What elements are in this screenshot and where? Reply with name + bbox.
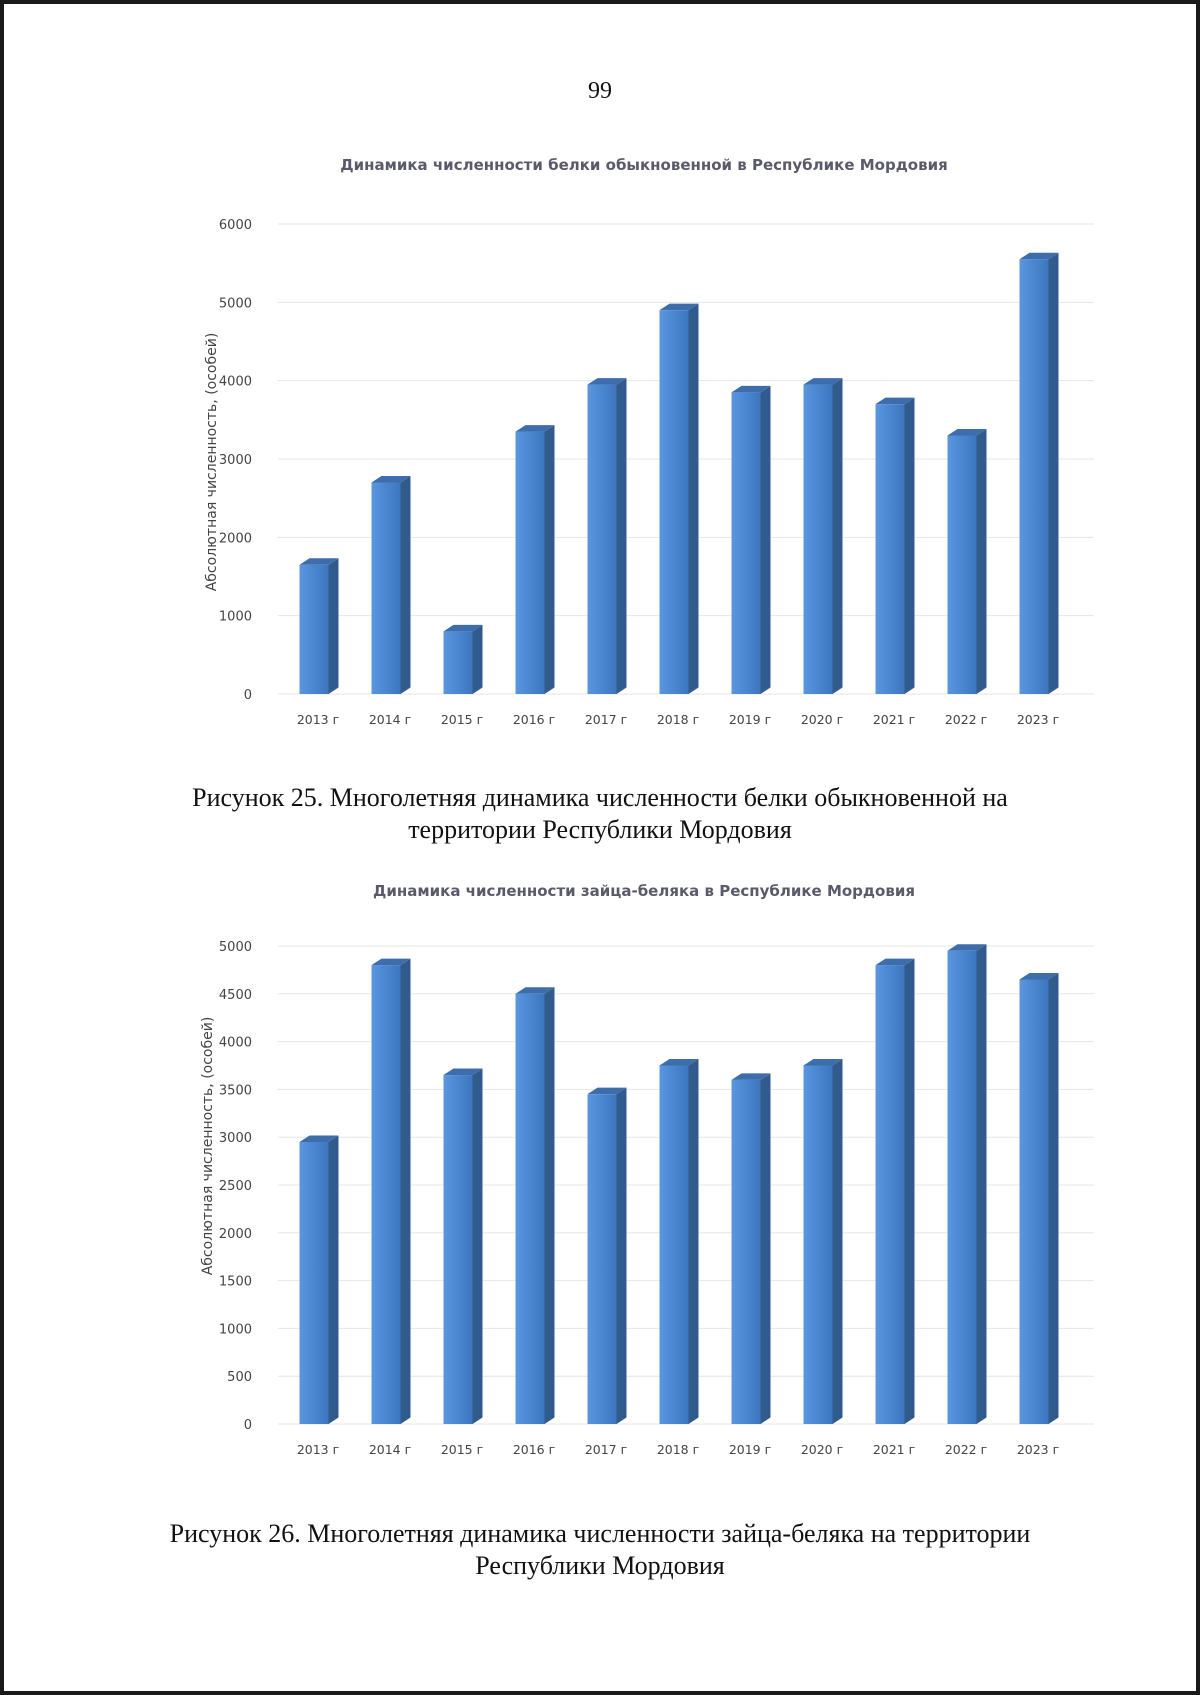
y-tick-label: 2000 (218, 1226, 252, 1242)
bar (300, 558, 339, 694)
caption-line: Рисунок 26. Многолетняя динамика численности зайца-беляка на территории (169, 1519, 1031, 1548)
bar (1020, 973, 1059, 1424)
x-tick-label: 2015 г (440, 1442, 484, 1457)
bar (372, 959, 411, 1424)
x-tick-label: 2020 г (800, 1442, 844, 1457)
y-tick-label: 3500 (218, 1083, 252, 1099)
bar-side (329, 558, 339, 694)
bar (444, 1069, 483, 1424)
bar-front (444, 1075, 473, 1424)
page-number: 99 (588, 78, 612, 104)
x-tick-label: 2017 г (584, 1442, 628, 1457)
x-tick-label: 2023 г (1016, 712, 1060, 727)
y-tick-label: 4500 (218, 987, 252, 1003)
bar-side (1049, 253, 1059, 694)
bar-side (545, 425, 555, 694)
x-tick-label: 2018 г (656, 1442, 700, 1457)
bar (876, 398, 915, 694)
x-tick-label: 2016 г (512, 712, 556, 727)
bar-front (804, 1066, 833, 1425)
document-page (4, 4, 1196, 1691)
bar-front (876, 404, 905, 694)
bar (372, 476, 411, 694)
bar (588, 378, 627, 694)
x-tick-label: 2013 г (296, 1442, 340, 1457)
bar (588, 1088, 627, 1424)
bar-side (401, 476, 411, 694)
x-tick-label: 2022 г (944, 712, 988, 727)
caption-line: Республики Мордовия (475, 1551, 725, 1580)
hare-population-chart (4, 870, 1196, 1470)
bar-side (689, 304, 699, 694)
bar-side (401, 959, 411, 1424)
y-tick-label: 5000 (218, 940, 252, 955)
x-tick-label: 2018 г (656, 712, 700, 727)
y-tick-label: 4000 (218, 374, 252, 390)
bar (948, 429, 987, 694)
x-tick-label: 2021 г (872, 712, 916, 727)
bar-side (833, 1059, 843, 1424)
bar-side (761, 386, 771, 694)
y-tick-label: 1000 (218, 609, 252, 625)
bar-front (948, 951, 977, 1424)
chart-title: Динамика численности белки обыкновенной в Республике Мордовия (340, 156, 948, 174)
bar-side (905, 959, 915, 1424)
x-tick-label: 2014 г (368, 712, 412, 727)
bar-side (329, 1135, 339, 1424)
chart-title: Динамика численности зайца-беляка в Республике Мордовия (373, 882, 915, 900)
bar-side (905, 398, 915, 694)
figure-caption (4, 782, 1196, 846)
bar-front (300, 1142, 329, 1424)
x-tick-label: 2020 г (800, 712, 844, 727)
bar (804, 378, 843, 694)
y-tick-label: 500 (227, 1370, 252, 1386)
y-tick-label: 5000 (218, 296, 252, 312)
bar-front (516, 994, 545, 1424)
bar-front (804, 385, 833, 694)
x-tick-label: 2014 г (368, 1442, 412, 1457)
y-axis-label: Абсолютная численность, (особей) (200, 1016, 216, 1276)
bar-front (516, 432, 545, 694)
y-tick-label: 3000 (218, 1131, 252, 1147)
bar-front (1020, 979, 1049, 1424)
x-tick-label: 2017 г (584, 712, 628, 727)
x-tick-label: 2013 г (296, 712, 340, 727)
bar-front (588, 1094, 617, 1424)
bar-side (473, 1069, 483, 1424)
x-tick-label: 2021 г (872, 1442, 916, 1457)
bar-front (876, 965, 905, 1424)
bar-side (545, 987, 555, 1424)
x-tick-label: 2016 г (512, 1442, 556, 1457)
bar-front (372, 483, 401, 695)
bar (876, 959, 915, 1424)
y-tick-label: 0 (243, 1418, 252, 1433)
bar-front (660, 1066, 689, 1425)
bar (948, 944, 987, 1424)
bar (732, 386, 771, 694)
bar-front (948, 436, 977, 695)
bar (660, 304, 699, 694)
bar-side (833, 378, 843, 694)
bar (516, 987, 555, 1424)
y-tick-label: 0 (243, 688, 252, 703)
bar-side (977, 944, 987, 1424)
bar-side (617, 378, 627, 694)
caption-line: Рисунок 25. Многолетняя динамика численности белки обыкновенной на (192, 783, 1008, 812)
x-tick-label: 2015 г (440, 712, 484, 727)
bar-front (444, 631, 473, 694)
bar-front (732, 1080, 761, 1424)
bar-side (689, 1059, 699, 1424)
x-tick-label: 2019 г (728, 712, 772, 727)
caption-line: территории Республики Мордовия (408, 815, 792, 844)
y-tick-label: 2000 (218, 531, 252, 547)
bar (660, 1059, 699, 1424)
y-axis-label: Абсолютная численность, (особей) (204, 332, 220, 592)
x-tick-label: 2019 г (728, 1442, 772, 1457)
x-tick-label: 2023 г (1016, 1442, 1060, 1457)
y-tick-label: 6000 (218, 218, 252, 233)
bar-side (1049, 973, 1059, 1424)
bar (300, 1135, 339, 1424)
y-tick-label: 3000 (218, 453, 252, 468)
bar-side (617, 1088, 627, 1424)
bar-front (1020, 259, 1049, 694)
bar (804, 1059, 843, 1424)
bar-side (473, 625, 483, 694)
bar-front (588, 385, 617, 694)
y-tick-label: 1500 (218, 1274, 252, 1290)
bar (732, 1073, 771, 1424)
bar-front (660, 310, 689, 694)
squirrel-population-chart (4, 144, 1196, 744)
bar-side (977, 429, 987, 694)
y-tick-label: 1000 (218, 1322, 252, 1338)
bar-front (372, 965, 401, 1424)
x-tick-label: 2022 г (944, 1442, 988, 1457)
y-tick-label: 2500 (218, 1179, 252, 1194)
bar-side (761, 1073, 771, 1424)
bar (1020, 253, 1059, 694)
bar (444, 625, 483, 694)
bar-front (732, 392, 761, 694)
bar (516, 425, 555, 694)
figure-caption (4, 1518, 1196, 1582)
y-tick-label: 4000 (218, 1035, 252, 1051)
bar-front (300, 565, 329, 694)
